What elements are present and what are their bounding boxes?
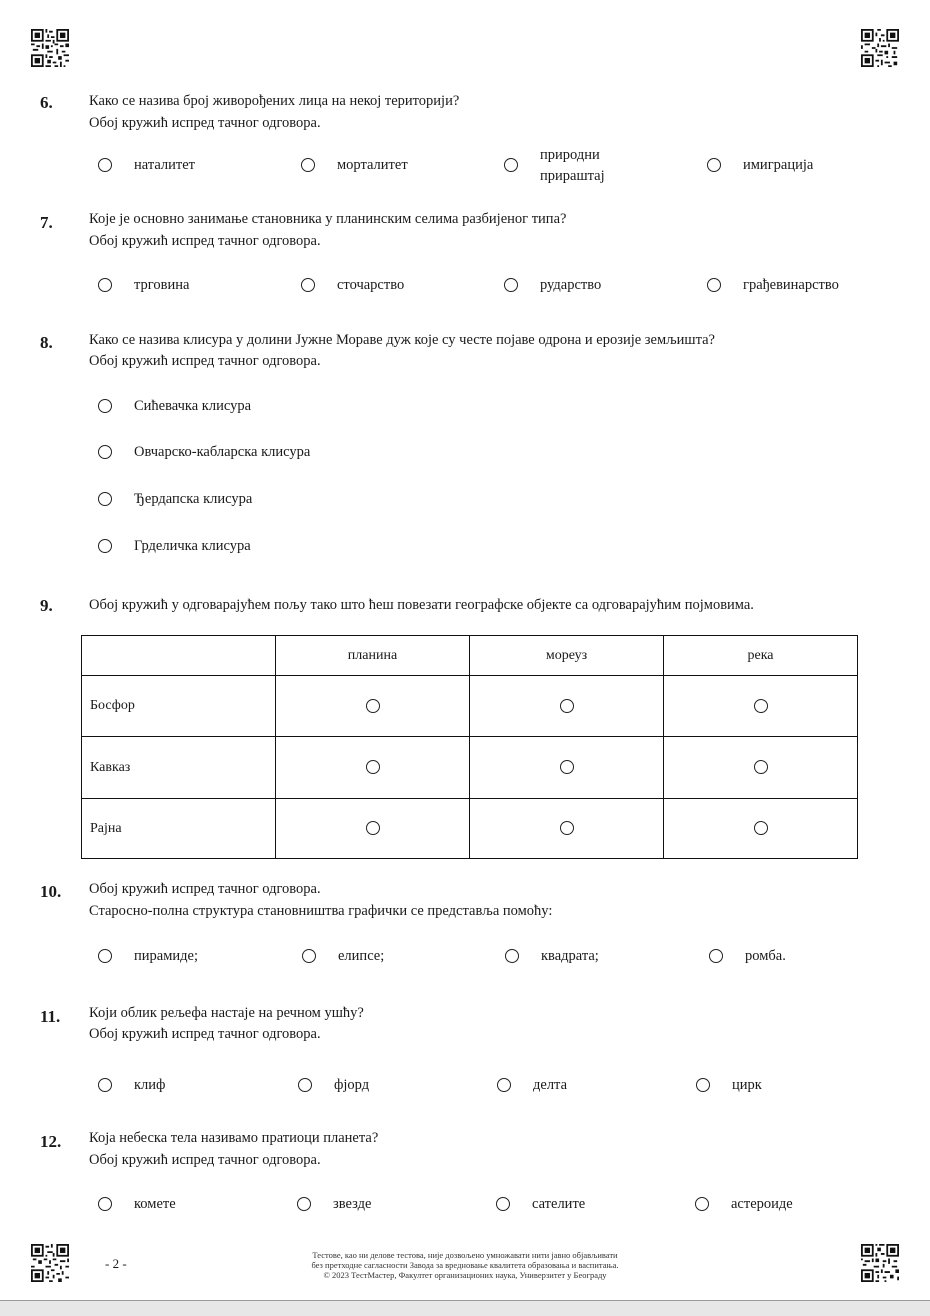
q7-option-4-label: грађевинарство	[743, 277, 839, 293]
q12-option-2-label: звезде	[333, 1196, 372, 1212]
q11-option-2-label: фјорд	[334, 1077, 370, 1093]
qr-code-bottom-left	[31, 1244, 69, 1282]
row-label-bosphorus: Босфор	[82, 676, 276, 737]
question-11-text: Који облик рељефа настаје на речном ушћу?	[89, 1005, 364, 1021]
footer-line-1: Тестове, као ни делове тестова, није дозвољено умножавати нити јавно објављивати	[312, 1250, 618, 1260]
q10-option-1-label: пирамиде;	[134, 948, 198, 964]
bosphorus-mountain-radio[interactable]	[366, 699, 380, 713]
q11-option-4-label: цирк	[732, 1077, 762, 1093]
q11-option-2-radio[interactable]	[298, 1078, 312, 1092]
q12-option-1-label: комете	[134, 1196, 176, 1212]
table-row	[82, 737, 858, 799]
question-8-text: Како се назива клисура у долини Јужне Мораве дуж које су честе појаве одрона и ерозије земљишта?	[89, 332, 715, 348]
row-label-caucasus: Кавказ	[82, 737, 276, 799]
q8-option-1-radio[interactable]	[98, 399, 112, 413]
caucasus-strait-radio[interactable]	[560, 760, 574, 774]
table-header-river: река	[664, 636, 858, 676]
question-7-number: 7.	[40, 213, 53, 232]
q10-option-2-radio[interactable]	[302, 949, 316, 963]
question-9-text: Обој кружић у одговарајућем пољу тако што ћеш повезати географске објекте са одговарајућим појмовима.	[89, 597, 754, 613]
question-6-instruction: Обој кружић испред тачног одговора.	[89, 115, 321, 131]
rhine-strait-radio[interactable]	[560, 821, 574, 835]
qr-code-top-left	[31, 29, 69, 67]
caucasus-mountain-radio[interactable]	[366, 760, 380, 774]
q11-option-1-radio[interactable]	[98, 1078, 112, 1092]
question-10-number: 10.	[40, 882, 62, 901]
matching-table	[81, 635, 858, 859]
question-9-number: 9.	[40, 596, 53, 615]
question-8-number: 8.	[40, 333, 53, 352]
table-header-mountain: планина	[276, 636, 470, 676]
rhine-river-radio[interactable]	[754, 821, 768, 835]
question-11-instruction: Обој кружић испред тачног одговора.	[89, 1026, 321, 1042]
footer-line-3: © 2023 ТестМастер, Факултет организационих наука, Универзитет у Београду	[323, 1270, 607, 1280]
question-12-instruction: Обој кружић испред тачног одговора.	[89, 1152, 321, 1168]
page-number: - 2 -	[105, 1256, 127, 1271]
q7-option-3-label: рударство	[540, 277, 602, 293]
q11-option-1-label: клиф	[134, 1077, 166, 1093]
caucasus-river-radio[interactable]	[754, 760, 768, 774]
q7-option-1-label: трговина	[134, 277, 190, 293]
question-6-text: Како се назива број живорођених лица на некој територији?	[89, 93, 460, 109]
q7-option-2-label: сточарство	[337, 277, 405, 293]
table-row	[82, 676, 858, 737]
q7-option-1-radio[interactable]	[98, 278, 112, 292]
table-corner-cell	[82, 636, 276, 676]
bosphorus-river-radio[interactable]	[754, 699, 768, 713]
q6-option-2-label: морталитет	[337, 157, 408, 173]
q11-option-3-radio[interactable]	[497, 1078, 511, 1092]
question-12-text: Која небеска тела називамо пратиоци планета?	[89, 1130, 379, 1146]
row-label-rhine: Рајна	[82, 799, 276, 859]
q6-option-4-label: имиграција	[743, 157, 814, 173]
q12-option-3-label: сателите	[532, 1196, 586, 1212]
question-10-instruction: Старосно-полна структура становништва графички се представља помоћу:	[89, 903, 553, 919]
question-6-number: 6.	[40, 93, 53, 112]
footer-line-2: без претходне сагласности Завода за вредновање квалитета образовања и васпитања.	[311, 1260, 619, 1270]
q8-option-3-radio[interactable]	[98, 492, 112, 506]
q8-option-4-radio[interactable]	[98, 539, 112, 553]
q7-option-4-radio[interactable]	[707, 278, 721, 292]
q6-option-4-radio[interactable]	[707, 158, 721, 172]
q7-option-3-radio[interactable]	[504, 278, 518, 292]
q6-option-3-label-line2: прираштај	[540, 168, 605, 184]
q10-option-2-label: елипсе;	[338, 948, 385, 964]
question-8-instruction: Обој кружић испред тачног одговора.	[89, 353, 321, 369]
bosphorus-strait-radio[interactable]	[560, 699, 574, 713]
qr-code-top-right	[861, 29, 899, 67]
q10-option-3-label: квадрата;	[541, 948, 599, 964]
question-7-text: Које је основно занимање становника у планинским селима разбијеног типа?	[89, 211, 567, 227]
q7-option-2-radio[interactable]	[301, 278, 315, 292]
question-10-text: Обој кружић испред тачног одговора.	[89, 881, 321, 897]
q6-option-1-label: наталитет	[134, 157, 196, 173]
q12-option-4-radio[interactable]	[695, 1197, 709, 1211]
question-7-instruction: Обој кружић испред тачног одговора.	[89, 233, 321, 249]
qr-code-bottom-right	[861, 1244, 899, 1282]
q10-option-3-radio[interactable]	[505, 949, 519, 963]
footer-notice	[215, 1250, 715, 1280]
question-11-number: 11.	[40, 1007, 61, 1026]
q8-option-3-label: Ђердапска клисура	[134, 491, 253, 507]
q8-option-2-radio[interactable]	[98, 445, 112, 459]
table-header-strait: мореуз	[470, 636, 664, 676]
viewer-bottom-bar	[0, 1300, 930, 1316]
q6-option-1-radio[interactable]	[98, 158, 112, 172]
q12-option-4-label: астероиде	[731, 1196, 793, 1212]
q8-option-1-label: Сићевачка клисура	[134, 398, 252, 414]
q6-option-3-label-line1: природни	[540, 147, 600, 163]
q11-option-4-radio[interactable]	[696, 1078, 710, 1092]
q12-option-2-radio[interactable]	[297, 1197, 311, 1211]
q12-option-1-radio[interactable]	[98, 1197, 112, 1211]
q8-option-2-label: Овчарско-кабларска клисура	[134, 444, 311, 460]
rhine-mountain-radio[interactable]	[366, 821, 380, 835]
q6-option-3-radio[interactable]	[504, 158, 518, 172]
q10-option-1-radio[interactable]	[98, 949, 112, 963]
table-row	[82, 799, 858, 859]
question-12-number: 12.	[40, 1132, 62, 1151]
q6-option-2-radio[interactable]	[301, 158, 315, 172]
q10-option-4-label: ромба.	[745, 948, 786, 964]
q8-option-4-label: Грделичка клисура	[134, 538, 251, 554]
q10-option-4-radio[interactable]	[709, 949, 723, 963]
q12-option-3-radio[interactable]	[496, 1197, 510, 1211]
q11-option-3-label: делта	[533, 1077, 567, 1093]
